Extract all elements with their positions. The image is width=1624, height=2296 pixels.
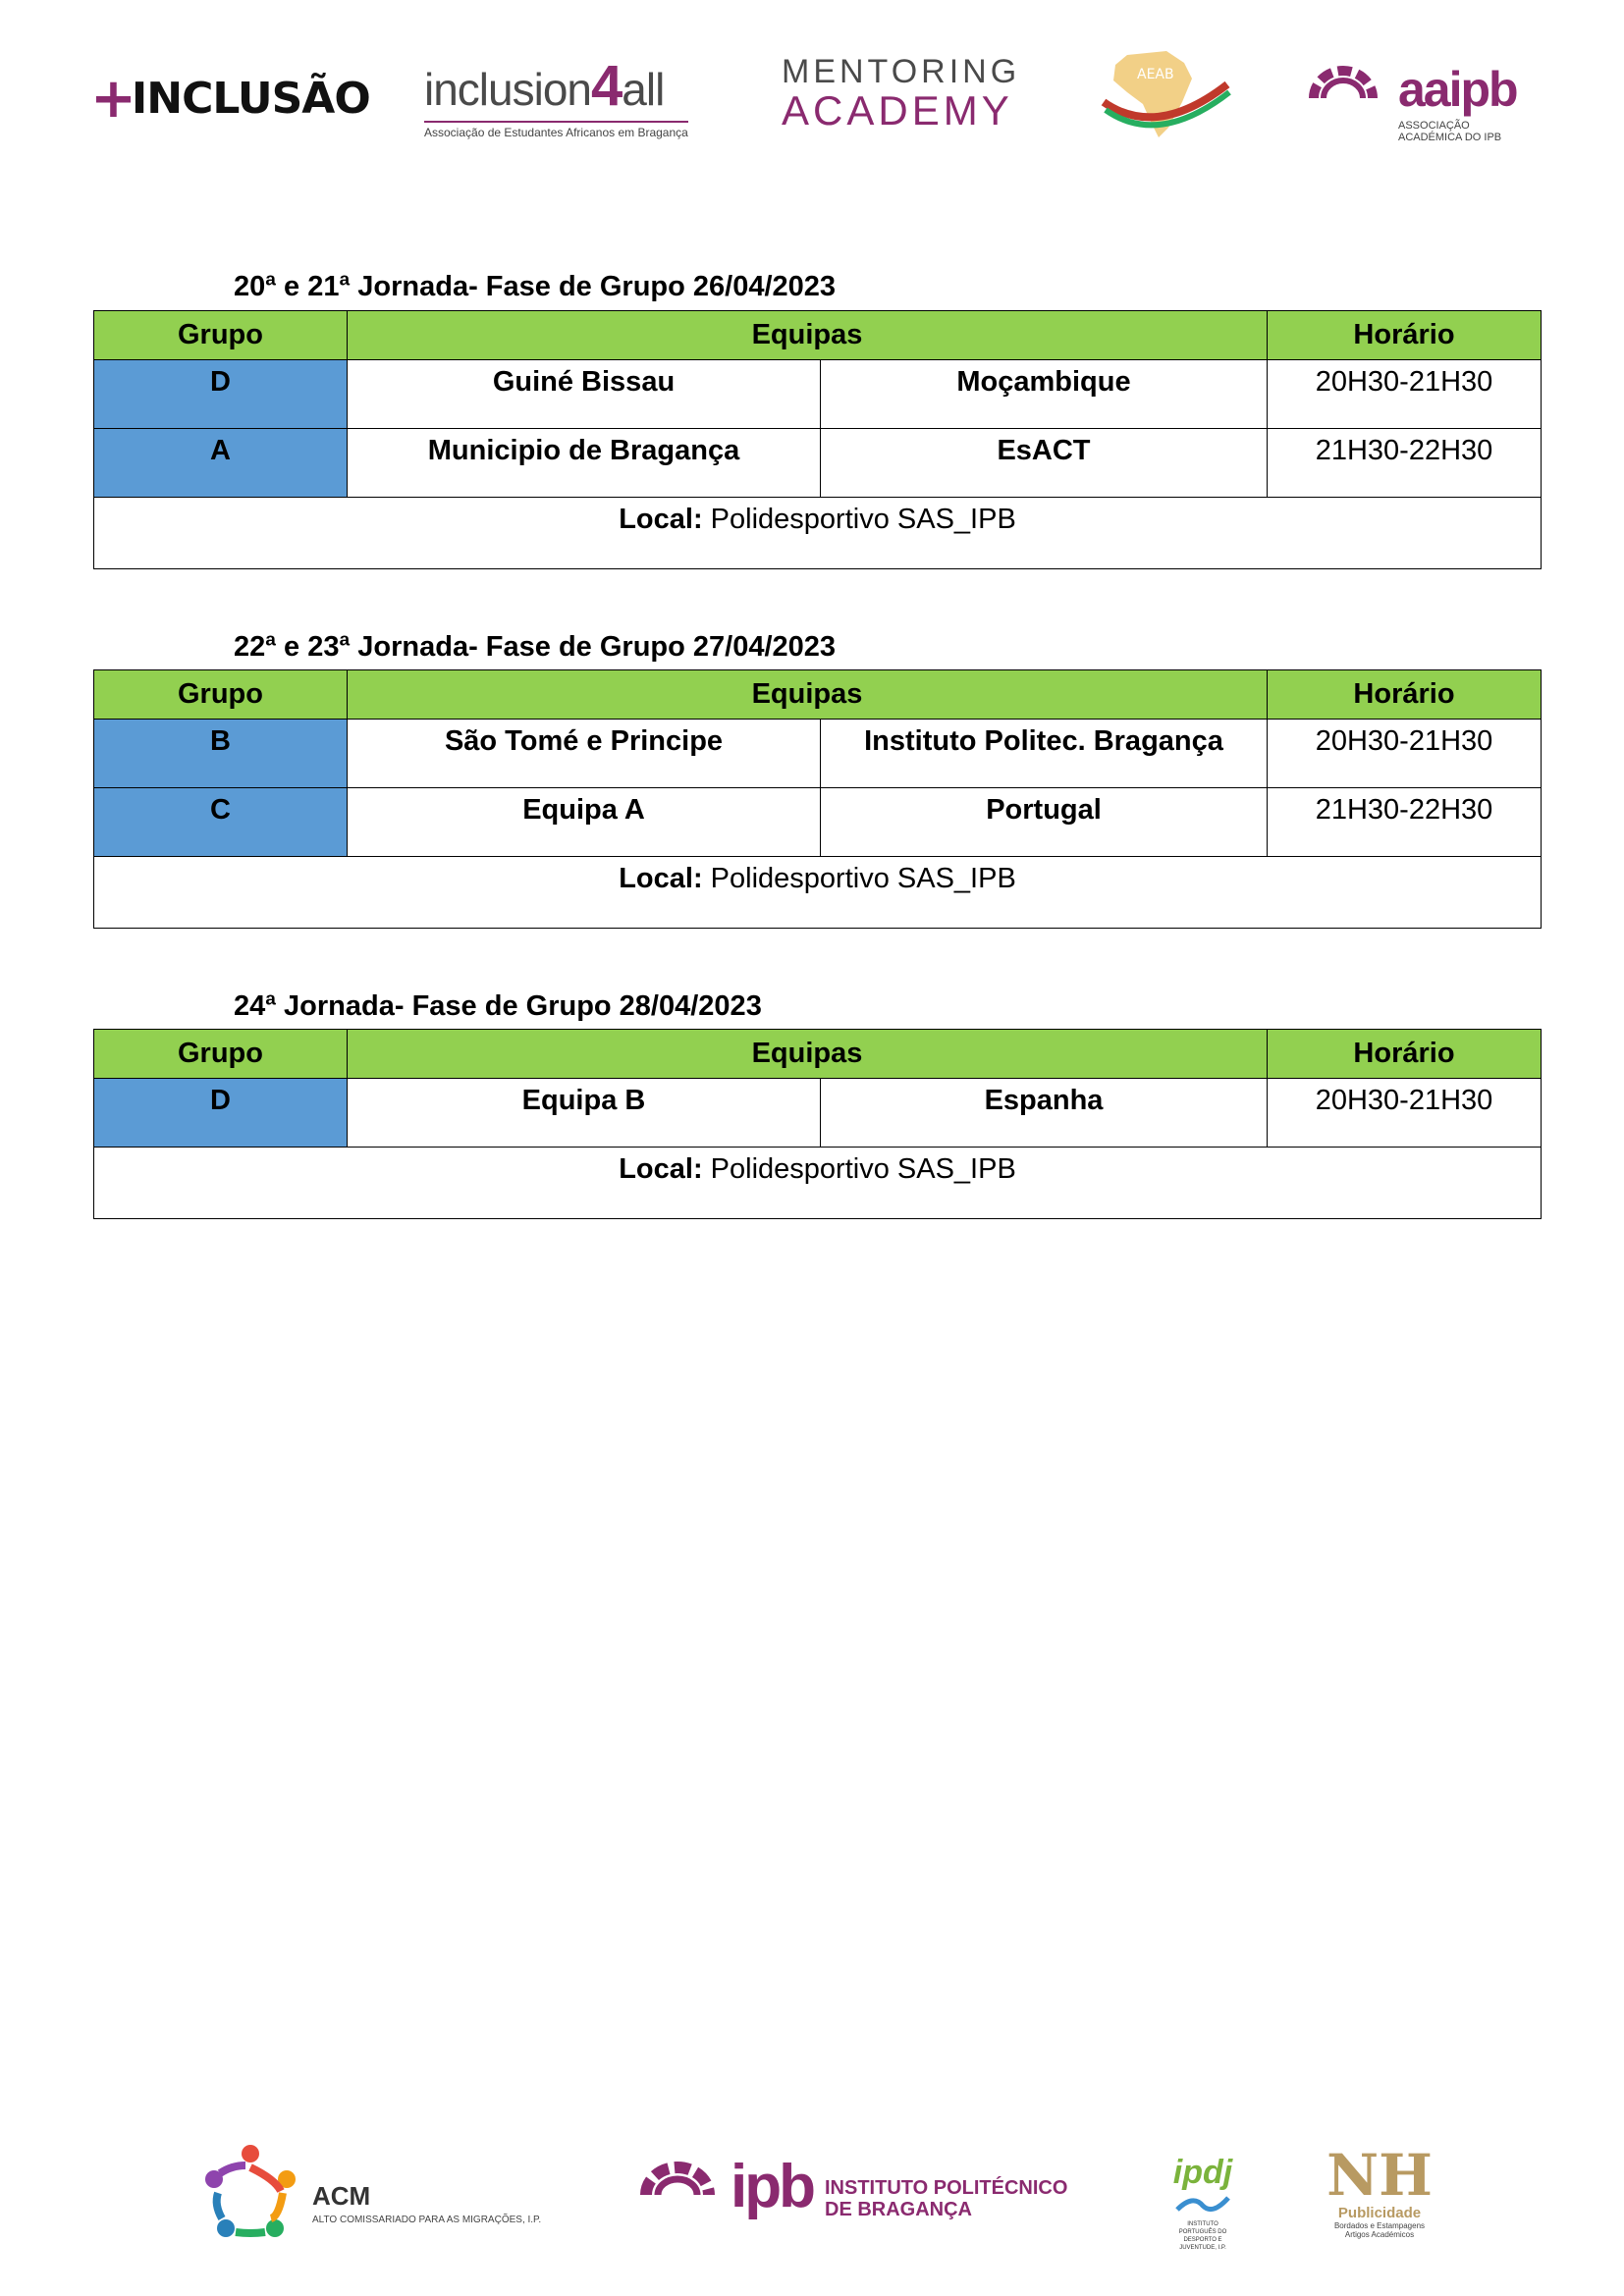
- local-row: [94, 857, 1542, 929]
- time-cell: 21H30-22H30: [1268, 429, 1542, 498]
- team1-cell: Guiné Bissau: [348, 360, 821, 429]
- header-equipas: Equipas: [348, 311, 1268, 360]
- table-row: [94, 1079, 1542, 1148]
- footer-logos: [0, 2140, 1624, 2268]
- inclusion4all-logo: inclusion4all Associação de Estudantes Africanos em Bragança: [424, 54, 688, 139]
- section-title: 20ª e 21ª Jornada- Fase de Grupo 26/04/2023: [234, 271, 837, 302]
- aaipb-symbol-icon: [1294, 59, 1392, 137]
- inclusao-logo: +INCLUSÃO: [90, 67, 370, 131]
- header-grupo: Grupo: [94, 311, 348, 360]
- header-equipas: Equipas: [348, 670, 1268, 720]
- team2-cell: Instituto Politec. Bragança: [821, 720, 1268, 788]
- africa-map-icon: [1098, 45, 1235, 143]
- group-cell: B: [94, 720, 348, 788]
- local-cell: [94, 857, 1542, 929]
- time-cell: 21H30-22H30: [1268, 788, 1542, 857]
- local-row: [94, 498, 1542, 569]
- table-row: [94, 429, 1542, 498]
- schedule-table: [93, 669, 1542, 929]
- ipdj-logo: ipdj INSTITUTO PORTUGUÊS DO DESPORTO E JUVENTUDE, I.P.: [1172, 2154, 1233, 2251]
- table-row: [94, 720, 1542, 788]
- local-label: Local:: [619, 1153, 703, 1185]
- local-label: Local:: [619, 504, 703, 535]
- local-value: Polidesportivo SAS_IPB: [710, 863, 1016, 894]
- team2-cell: Espanha: [821, 1079, 1268, 1148]
- group-cell: C: [94, 788, 348, 857]
- header-grupo: Grupo: [94, 1030, 348, 1079]
- local-value: Polidesportivo SAS_IPB: [710, 1153, 1016, 1185]
- table-row: [94, 788, 1542, 857]
- group-cell: A: [94, 429, 348, 498]
- time-cell: 20H30-21H30: [1268, 1079, 1542, 1148]
- header-logos: [0, 39, 1624, 157]
- team2-cell: Moçambique: [821, 360, 1268, 429]
- plus-icon: +: [90, 67, 135, 131]
- aeab-text: AEAB: [1137, 67, 1174, 82]
- schedule-table: [93, 310, 1542, 569]
- nh-publicidade-logo: NH Publicidade Bordados e Estampagens Artigos Académicos: [1326, 2142, 1433, 2239]
- team2-cell: EsACT: [821, 429, 1268, 498]
- table-header-row: [94, 311, 1542, 360]
- table-row: [94, 360, 1542, 429]
- local-row: [94, 1148, 1542, 1219]
- table-header-row: [94, 670, 1542, 720]
- local-value: Polidesportivo SAS_IPB: [710, 504, 1016, 535]
- ipb-logo: ipb INSTITUTO POLITÉCNICO DE BRAGANÇA: [628, 2152, 727, 2235]
- aeab-logo: [1098, 45, 1235, 148]
- header-grupo: Grupo: [94, 670, 348, 720]
- time-cell: 20H30-21H30: [1268, 720, 1542, 788]
- team1-cell: São Tomé e Principe: [348, 720, 821, 788]
- section-title: 22ª e 23ª Jornada- Fase de Grupo 27/04/2023: [234, 631, 837, 663]
- team1-cell: Equipa B: [348, 1079, 821, 1148]
- team1-cell: Municipio de Bragança: [348, 429, 821, 498]
- ipb-symbol-icon: [628, 2152, 727, 2230]
- team2-cell: Portugal: [821, 788, 1268, 857]
- aaipb-logo: aaipb ASSOCIAÇÃO ACADÉMICA DO IPB: [1294, 59, 1392, 142]
- local-cell: [94, 1148, 1542, 1219]
- team1-cell: Equipa A: [348, 788, 821, 857]
- ipdj-wave-icon: [1173, 2192, 1232, 2216]
- section-title: 24ª Jornada- Fase de Grupo 28/04/2023: [234, 990, 762, 1022]
- schedule-table: [93, 1029, 1542, 1219]
- mentoring-academy-logo: MENTORING ACADEMY: [782, 53, 1021, 133]
- header-equipas: Equipas: [348, 1030, 1268, 1079]
- header-horario: Horário: [1268, 670, 1542, 720]
- header-horario: Horário: [1268, 1030, 1542, 1079]
- table-header-row: [94, 1030, 1542, 1079]
- local-label: Local:: [619, 863, 703, 894]
- group-cell: D: [94, 360, 348, 429]
- header-horario: Horário: [1268, 311, 1542, 360]
- local-cell: [94, 498, 1542, 569]
- inclusion4all-subtitle: Associação de Estudantes Africanos em Bragança: [424, 121, 688, 139]
- group-cell: D: [94, 1079, 348, 1148]
- time-cell: 20H30-21H30: [1268, 360, 1542, 429]
- acm-logo: ACM ALTO COMISSARIADO PARA AS MIGRAÇÕES, I.P.: [196, 2140, 304, 2253]
- acm-people-icon: [196, 2140, 304, 2248]
